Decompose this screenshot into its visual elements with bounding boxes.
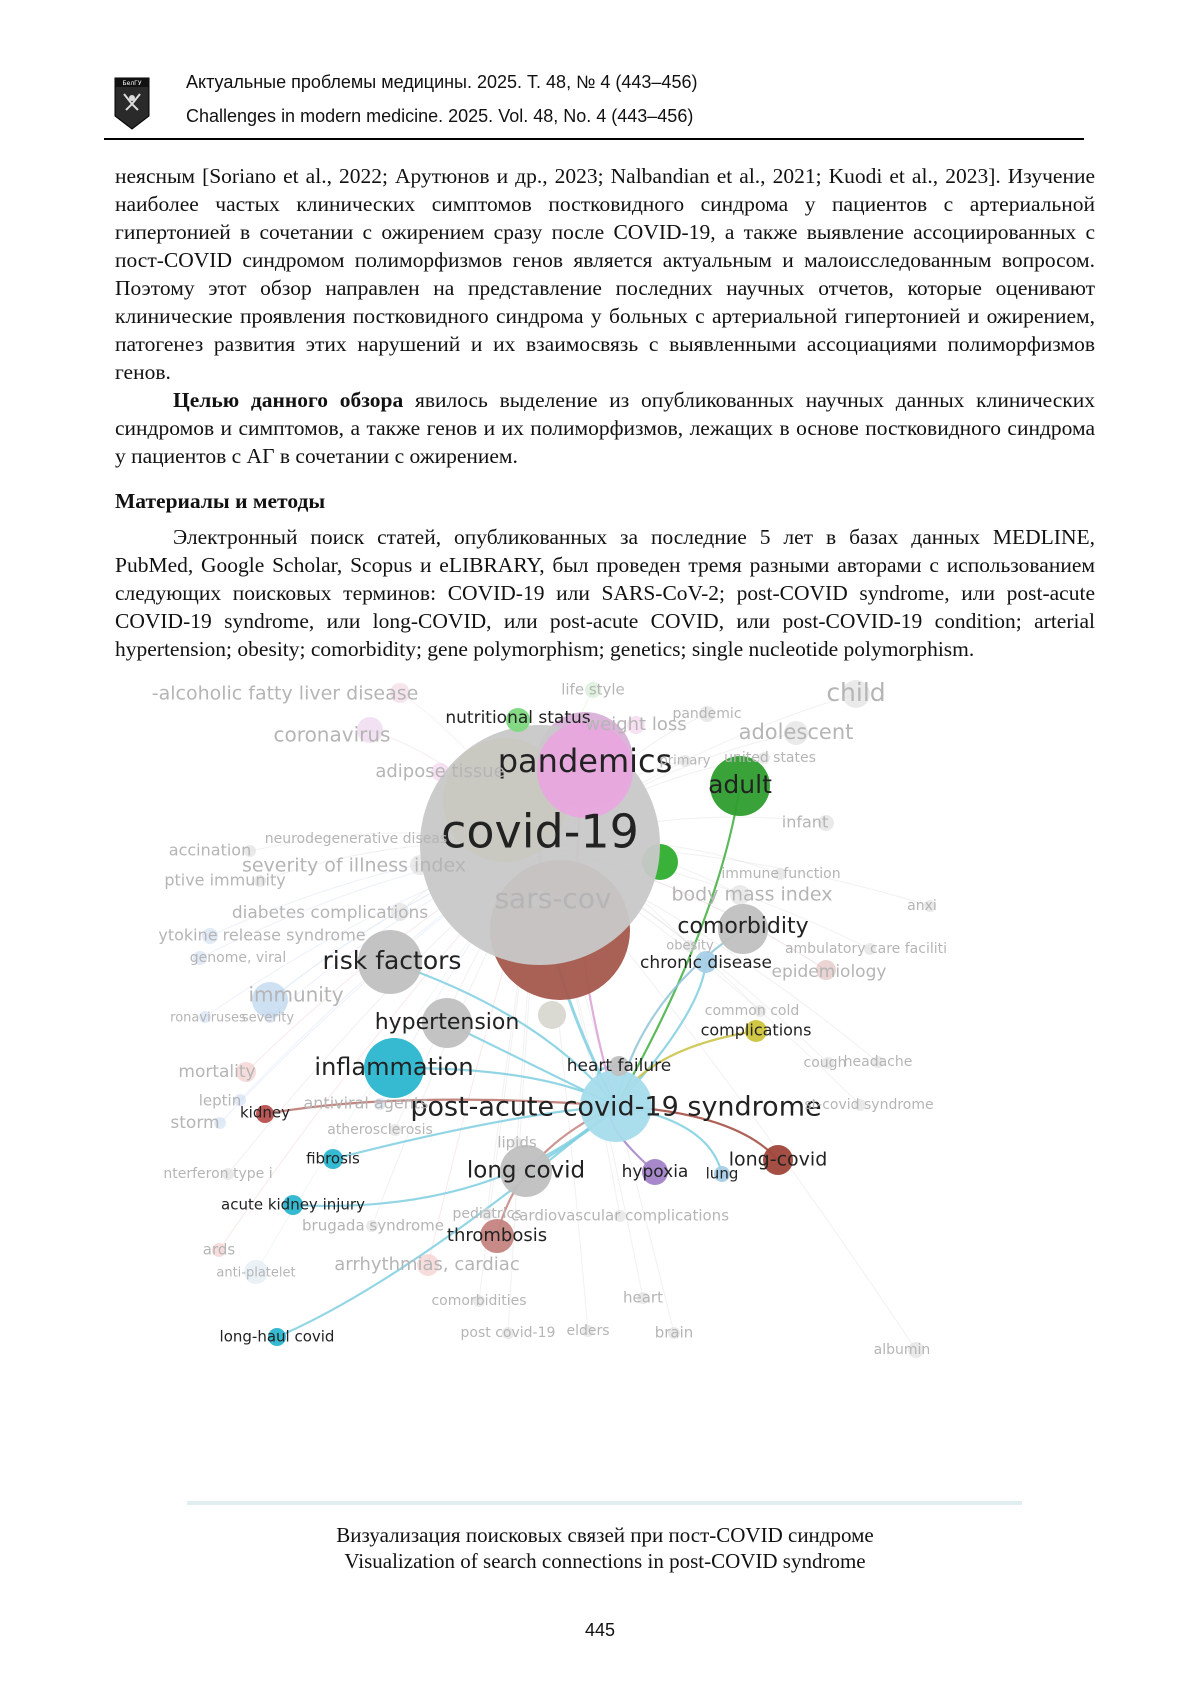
label-adipose-tissue: adipose tissue [375, 761, 505, 782]
label-diabetes-complications: diabetes complications [231, 903, 429, 923]
label-severity: severity [241, 1010, 295, 1026]
label-antiviral-agents: antiviral agents [303, 1093, 429, 1113]
label-infant: infant [781, 812, 829, 832]
label-acute-kidney-injury: acute kidney injury [221, 1195, 365, 1214]
label-long-covid: long covid [466, 1157, 586, 1184]
page-number: 445 [584, 1620, 616, 1640]
label-alcoholic-fatty-liver-disease: -alcoholic fatty liver disease [151, 682, 419, 705]
label-albumin: albumin [873, 1342, 931, 1358]
label-brain: brain [654, 1323, 694, 1342]
label-long-covid: long-covid [728, 1148, 828, 1171]
label-comorbidity: comorbidity [677, 914, 809, 939]
label-adult: adult [708, 770, 772, 799]
paragraph-intro: неясным [Soriano et al., 2022; Арутюнов и др., 2023; Nalbandian et al., 2021; Kuodi et al., 2023]. Изучение наиболее частых клинических симптомов постковидного синдрома у пациентов с артериальной гипертонией в сочетании с ожирением сразу после COVID-19, а также выявление ассоциированных с пост-COVID синдромом полиморфизмов генов является актуальным и малоисследованным вопросом. Поэтому этот обзор направлен на представление последних научных отчетов, которые оценивают клинические проявления постковидного синдрома у больных с артериальной гипертонией и ожирением, патогенез развития этих нарушений и их взаимосвязь с выявленными ассоциациями полиморфизмов генов. [115, 164, 1095, 384]
label-covid-19: covid-19 [441, 804, 639, 859]
label-anxi: anxi [907, 898, 937, 914]
label-ards: ards [202, 1240, 236, 1259]
label-complications: complications [700, 1020, 812, 1040]
label-comorbidities: comorbidities [431, 1293, 527, 1309]
label-brugada-syndrome: brugada syndrome [302, 1216, 444, 1235]
label-ytokine-release-syndrome: ytokine release syndrome [158, 925, 366, 945]
aim-bold: Целью данного обзора [173, 388, 404, 412]
label-lung: lung [705, 1164, 739, 1183]
label-child: child [826, 678, 886, 707]
figure-caption [115, 1522, 1095, 1574]
header-line-en: Challenges in modern medicine. 2025. Vol. 48, No. 4 (443–456) [186, 106, 694, 126]
label-pediatrics: pediatrics [452, 1206, 522, 1222]
article-body [115, 162, 1095, 663]
label-hypertension: hypertension [374, 1010, 520, 1035]
label-st-covid-syndrome: st-covid syndrome [804, 1097, 934, 1113]
label-body-mass-index: body mass index [671, 883, 833, 906]
aim-text: явилось выделение из опубликованных научных данных клинических синдромов и симптомов, а также генов и их полиморфизмов, лежащих в основе постковидного синдрома у пациентов с АГ в сочетании с ожирением. [115, 388, 1095, 468]
label-severity-of-illness-index: severity of illness index [241, 854, 467, 877]
cluster-blob [538, 1001, 566, 1029]
paragraph-methods: Электронный поиск статей, опубликованных за последние 5 лет в базах данных MEDLINE, PubMed, Google Scholar, Scopus и eLIBRARY, был проведен тремя разными авторами с использованием следующих поисковых терминов: COVID-19 или SARS-CoV-2; post-COVID syndrome, или post-acute COVID-19 syndrome, или long-COVID, или post-acute COVID, или post-COVID-19 condition; arterial hypertension; obesity; comorbidity; gene polymorphism; genetics; single nucleotide polymorphism. [115, 525, 1095, 661]
label-common-cold: common cold [704, 1003, 800, 1019]
label-anti-platelet: anti-platelet [216, 1265, 296, 1281]
label-genome-viral: genome, viral [189, 950, 287, 966]
label-ronaviruses: ronaviruses [170, 1010, 246, 1026]
label-pandemic: pandemic [672, 706, 742, 722]
label-kidney: kidney [240, 1103, 290, 1122]
label-weight-loss: weight loss [585, 714, 687, 735]
label-pandemics: pandemics [497, 742, 673, 780]
label-united-states: united states [724, 750, 816, 766]
network-figure [151, 678, 1022, 1505]
label-ambulatory-care-faciliti: ambulatory care faciliti [784, 941, 948, 957]
label-primary: primary [659, 753, 711, 769]
label-hypoxia: hypoxia [621, 1162, 689, 1182]
label-heart-failure: heart failure [566, 1056, 672, 1076]
label-storm: storm [170, 1113, 220, 1133]
paragraph-aim [115, 386, 1095, 470]
label-sars-cov: sars-cov [494, 882, 612, 915]
label-atherosclerosis: atherosclerosis [327, 1122, 433, 1138]
university-logo-icon [112, 74, 152, 132]
label-risk-factors: risk factors [322, 946, 462, 975]
label-adolescent: adolescent [738, 720, 854, 744]
label-coronavirus: coronavirus [273, 722, 391, 747]
section-title: Материалы и методы [115, 489, 326, 513]
label-headache: headache [843, 1054, 913, 1070]
label-neurodegenerative-diseas: neurodegenerative diseas [264, 831, 448, 847]
label-obesity: obesity [666, 938, 714, 954]
network-visualization [151, 678, 1022, 1505]
label-accination: accination [168, 840, 252, 860]
label-fibrosis: fibrosis [306, 1149, 360, 1168]
header-line-ru: Актуальные проблемы медицины. 2025. Т. 48, № 4 (443–456) [186, 72, 698, 92]
caption-ru: Визуализация поисковых связей при пост-COVID синдроме [336, 1523, 874, 1547]
label-immunity: immunity [248, 982, 344, 1007]
logo-text: БелГУ [122, 80, 142, 87]
label-chronic-disease: chronic disease [640, 953, 772, 973]
label-post-acute-covid-19-syndrome: post-acute covid-19 syndrome [410, 1091, 822, 1123]
label-life-style: life style [561, 680, 625, 699]
caption-en: Visualization of search connections in post-COVID syndrome [344, 1549, 866, 1573]
label-epidemiology: epidemiology [771, 962, 887, 982]
label-nutritional-status: nutritional status [445, 708, 591, 728]
journal-header [104, 66, 1084, 140]
label-nterferon-type-i: nterferon type i [163, 1166, 273, 1182]
label-leptin: leptin [198, 1091, 242, 1110]
label-cardiovascular-complications: cardiovascular complications [510, 1206, 730, 1225]
label-inflammation: inflammation [314, 1053, 474, 1081]
label-elders: elders [566, 1323, 610, 1339]
label-mortality: mortality [178, 1062, 256, 1082]
label-heart: heart [623, 1288, 663, 1307]
label-arrhythmias-cardiac: arrhythmias, cardiac [334, 1254, 520, 1275]
label-lipids: lipids [497, 1133, 537, 1152]
label-ptive-immunity: ptive immunity [164, 870, 286, 890]
label-cough: cough [803, 1055, 847, 1071]
label-thrombosis: thrombosis [446, 1225, 548, 1246]
label-immune-function: immune function [721, 866, 841, 882]
label-post-covid-19: post covid-19 [460, 1325, 556, 1341]
label-long-haul-covid: long-haul covid [219, 1327, 335, 1346]
